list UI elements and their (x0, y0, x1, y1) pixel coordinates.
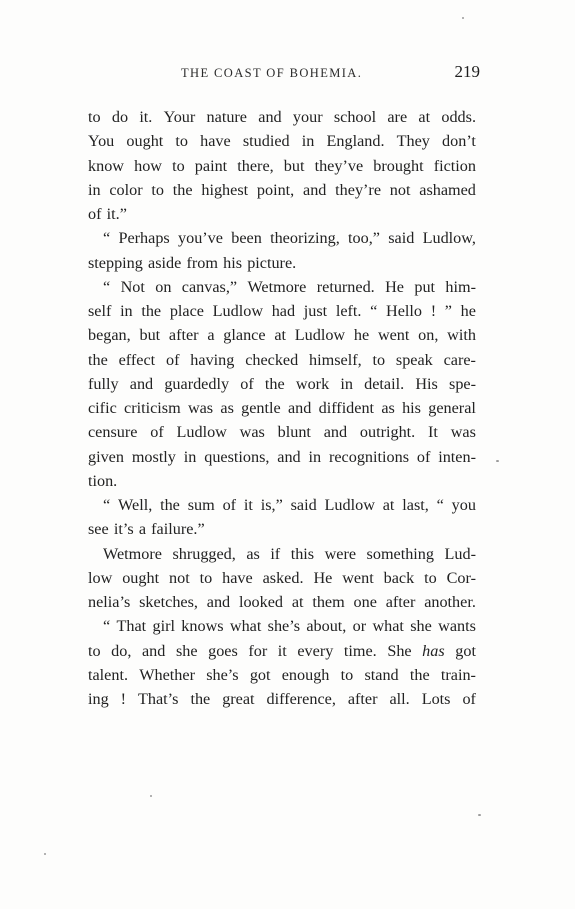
word: said (388, 229, 415, 248)
text-line (88, 420, 476, 444)
word: them (312, 593, 345, 611)
word: in (308, 447, 322, 466)
word: you (451, 496, 476, 514)
text-line (88, 251, 476, 275)
word: from (186, 253, 218, 272)
word: but (139, 326, 161, 345)
word: and (287, 399, 312, 417)
word: was (187, 399, 214, 417)
word: it (277, 641, 287, 660)
word: as (246, 544, 260, 563)
word: in (88, 180, 101, 199)
text-line (88, 372, 476, 396)
word: asked. (262, 568, 304, 587)
word: the (409, 665, 430, 684)
word: She (387, 641, 412, 660)
word: of (240, 374, 254, 393)
word: to (151, 180, 165, 199)
word: detail. (364, 374, 405, 393)
text-line (88, 663, 476, 687)
word: to (88, 108, 101, 126)
word: at (291, 593, 304, 611)
word: ought (126, 132, 164, 151)
word: the (160, 496, 180, 514)
word: what (372, 617, 404, 636)
word: have (222, 568, 253, 587)
word: see (88, 520, 109, 539)
word: it’s (113, 520, 134, 539)
text-line (88, 542, 476, 566)
word: began, (88, 326, 131, 345)
word: He (313, 568, 333, 587)
word: guardedly (164, 374, 230, 393)
word: Ludlow, (422, 229, 476, 248)
word: don’t (442, 132, 476, 151)
word: at (274, 326, 286, 345)
word: another. (424, 593, 476, 611)
word: and (206, 593, 231, 611)
word: and (129, 374, 154, 393)
word: canvas,” (181, 277, 238, 296)
word: of (462, 690, 476, 708)
text-line (88, 445, 476, 469)
word: school (333, 108, 377, 126)
word: Lots (421, 690, 451, 708)
word: enough (281, 665, 330, 684)
word: do (111, 108, 129, 126)
word: not (169, 568, 190, 587)
page-speck (478, 814, 481, 816)
word: she’s (267, 617, 301, 636)
word: place (169, 302, 204, 320)
word: brought (373, 156, 424, 175)
word: how (134, 156, 162, 175)
word: stepping (88, 253, 143, 272)
word: Well, (118, 496, 153, 514)
word: got (249, 665, 271, 684)
word: she (175, 641, 198, 660)
word: theorizing, (270, 229, 340, 248)
word: something (366, 544, 434, 563)
text-line (88, 348, 476, 372)
word: back (383, 568, 415, 587)
body-text (88, 105, 476, 711)
word: the (264, 374, 285, 393)
word: been (231, 229, 262, 248)
word: inten- (438, 447, 476, 466)
word: the (88, 350, 108, 369)
word: of (165, 350, 180, 369)
word: was (239, 423, 265, 442)
word: with (447, 326, 476, 345)
word: you’ve (178, 229, 223, 248)
word: do, (111, 641, 132, 660)
word: paint (194, 156, 228, 175)
word: highest (201, 180, 249, 199)
word: difference, (266, 690, 336, 708)
text-line (88, 129, 476, 153)
word: to (172, 156, 185, 175)
word: or (352, 617, 367, 636)
word: at (382, 496, 395, 514)
word: great (222, 690, 255, 708)
word: cific (88, 399, 117, 417)
text-line (88, 687, 476, 711)
word: she’s (206, 665, 239, 684)
word: sum (187, 496, 215, 514)
word: has (422, 641, 445, 660)
word: checked (245, 350, 299, 369)
word: work (295, 374, 330, 393)
word: Cor- (446, 568, 476, 587)
word: he (353, 326, 370, 345)
word: not (389, 180, 411, 199)
text-line (88, 323, 476, 347)
word: speak (395, 350, 433, 369)
text-line (88, 202, 476, 226)
text-line (88, 590, 476, 614)
word: low (88, 568, 113, 587)
word: and (258, 108, 282, 126)
word: “ (103, 617, 111, 636)
word: and (323, 423, 348, 442)
word: glance (223, 326, 266, 345)
word: sketches, (139, 593, 198, 611)
word: just (303, 302, 328, 320)
word: self (88, 302, 112, 320)
word: the (190, 690, 211, 708)
text-line (88, 517, 476, 541)
word: she (410, 617, 432, 636)
page-number: 219 (454, 62, 480, 81)
word: they’ve (314, 156, 364, 175)
word: to (175, 132, 189, 151)
word: ing (88, 690, 109, 708)
word: was (450, 423, 476, 442)
word: That’s (138, 690, 179, 708)
word: if (270, 544, 281, 563)
word: were (324, 544, 357, 563)
word: put (414, 277, 436, 296)
page-speck (44, 853, 46, 855)
word: to (372, 350, 386, 369)
word: “ (436, 496, 444, 514)
running-head (88, 62, 480, 86)
word: in (301, 132, 315, 151)
word: in (340, 374, 353, 393)
word: for (248, 641, 268, 660)
word: went (342, 568, 374, 587)
word: wants (438, 617, 476, 636)
text-line (88, 396, 476, 420)
word: ! (120, 690, 127, 708)
word: he (460, 302, 476, 320)
word: knows (181, 617, 224, 636)
word: of (88, 205, 102, 223)
word: nature (206, 108, 247, 126)
word: him- (445, 277, 476, 296)
word: in (183, 447, 197, 466)
word: is,” (260, 496, 283, 514)
word: of (150, 423, 164, 442)
word: your (292, 108, 323, 126)
word: as (381, 399, 395, 417)
word: after (347, 690, 378, 708)
word: criticism (124, 399, 181, 417)
word: to (88, 641, 101, 660)
word: They (396, 132, 430, 151)
word: time. (343, 641, 377, 660)
word: left. (335, 302, 362, 320)
text-line (88, 154, 476, 178)
page-speck (496, 460, 499, 462)
text-line (88, 493, 476, 517)
word: got (455, 641, 476, 660)
word: fully (88, 374, 119, 393)
word: his (223, 253, 243, 272)
word: himself, (309, 350, 362, 369)
word: having (190, 350, 235, 369)
word: Whether (139, 665, 195, 684)
word: and (277, 447, 301, 466)
word: shrugged, (172, 544, 236, 563)
word: diffident (318, 399, 375, 417)
word: looked (238, 593, 284, 611)
word: and (141, 641, 166, 660)
text-line (88, 275, 476, 299)
word: they’re (335, 180, 382, 199)
word: on (155, 277, 172, 296)
word: a (138, 520, 146, 539)
word: stand (364, 665, 399, 684)
word: care- (443, 350, 476, 369)
word: after (168, 326, 199, 345)
word: this (290, 544, 315, 563)
word: returned. (316, 277, 375, 296)
word: “ (370, 302, 378, 320)
word: questions, (204, 447, 270, 466)
word: know (88, 156, 124, 175)
word: at (418, 108, 431, 126)
word: of (416, 447, 431, 466)
word: last, (402, 496, 429, 514)
word: as (220, 399, 234, 417)
word: Not (120, 277, 145, 296)
word: after (385, 593, 416, 611)
word: ” (444, 302, 452, 320)
text-line (88, 105, 476, 129)
word: odds. (441, 108, 476, 126)
word: tion. (88, 471, 118, 490)
word: spe- (449, 374, 476, 393)
word: had (271, 302, 296, 320)
word: That (116, 617, 147, 636)
word: gentle (241, 399, 281, 417)
word: recognitions (328, 447, 409, 466)
word: Lud- (444, 544, 476, 563)
word: fiction (433, 156, 476, 175)
word: picture. (247, 253, 297, 272)
word: went (377, 326, 410, 345)
running-title: THE COAST OF BOHEMIA. (181, 66, 363, 80)
word: a (207, 326, 215, 345)
word: to (199, 568, 213, 587)
word: girl (152, 617, 175, 636)
word: train- (440, 665, 476, 684)
word: Hello (386, 302, 422, 320)
word: Ludlow (212, 302, 264, 320)
word: said (290, 496, 317, 514)
word: nelia’s (88, 593, 131, 611)
word: point, (256, 180, 295, 199)
word: “ (103, 496, 111, 514)
word: blunt (277, 423, 311, 442)
word: have (200, 132, 231, 151)
word: all. (389, 690, 410, 708)
word: on, (418, 326, 439, 345)
word: censure (88, 423, 138, 442)
word: talent. (88, 665, 129, 684)
word: Perhaps (118, 229, 170, 248)
word: His (415, 374, 438, 393)
word: Ludlow (324, 496, 375, 514)
page-speck (462, 17, 464, 19)
word: mostly (131, 447, 176, 466)
word: one (353, 593, 377, 611)
word: but (283, 156, 305, 175)
text-line (88, 299, 476, 323)
word: given (88, 447, 124, 466)
word: Ludlow (294, 326, 346, 345)
word: goes (208, 641, 238, 660)
word: his (402, 399, 421, 417)
word: effect (118, 350, 156, 369)
word: every (297, 641, 334, 660)
word: color (109, 180, 143, 199)
word: outright. (359, 423, 416, 442)
word: Wetmore (247, 277, 307, 296)
word: it.” (106, 205, 127, 223)
word: ! (430, 302, 437, 320)
text-line (88, 614, 476, 638)
word: it (243, 496, 253, 514)
text-line (88, 178, 476, 202)
page-speck (150, 795, 152, 797)
word: You (88, 132, 115, 151)
word: “ (103, 229, 111, 248)
word: Wetmore (103, 544, 162, 563)
text-line (88, 639, 476, 663)
word: the (172, 180, 193, 199)
word: what (229, 617, 262, 636)
word: Your (163, 108, 196, 126)
word: Ludlow (176, 423, 227, 442)
word: and (303, 180, 327, 199)
word: too,” (348, 229, 380, 248)
word: there, (237, 156, 274, 175)
word: failure.” (151, 520, 205, 539)
text-line (88, 566, 476, 590)
word: in (120, 302, 133, 320)
word: general (428, 399, 476, 417)
word: about, (306, 617, 347, 636)
word: it. (139, 108, 153, 126)
word: He (385, 277, 404, 296)
word: the (141, 302, 162, 320)
text-line (88, 226, 476, 250)
text-line (88, 469, 476, 493)
word: studied (242, 132, 290, 151)
word: are (387, 108, 408, 126)
word: England. (326, 132, 385, 151)
word: ashamed (419, 180, 476, 199)
word: of (222, 496, 237, 514)
word: aside (148, 253, 182, 272)
word: ought (122, 568, 160, 587)
word: to (424, 568, 437, 587)
word: “ (103, 277, 111, 296)
word: It (428, 423, 438, 442)
word: to (340, 665, 354, 684)
